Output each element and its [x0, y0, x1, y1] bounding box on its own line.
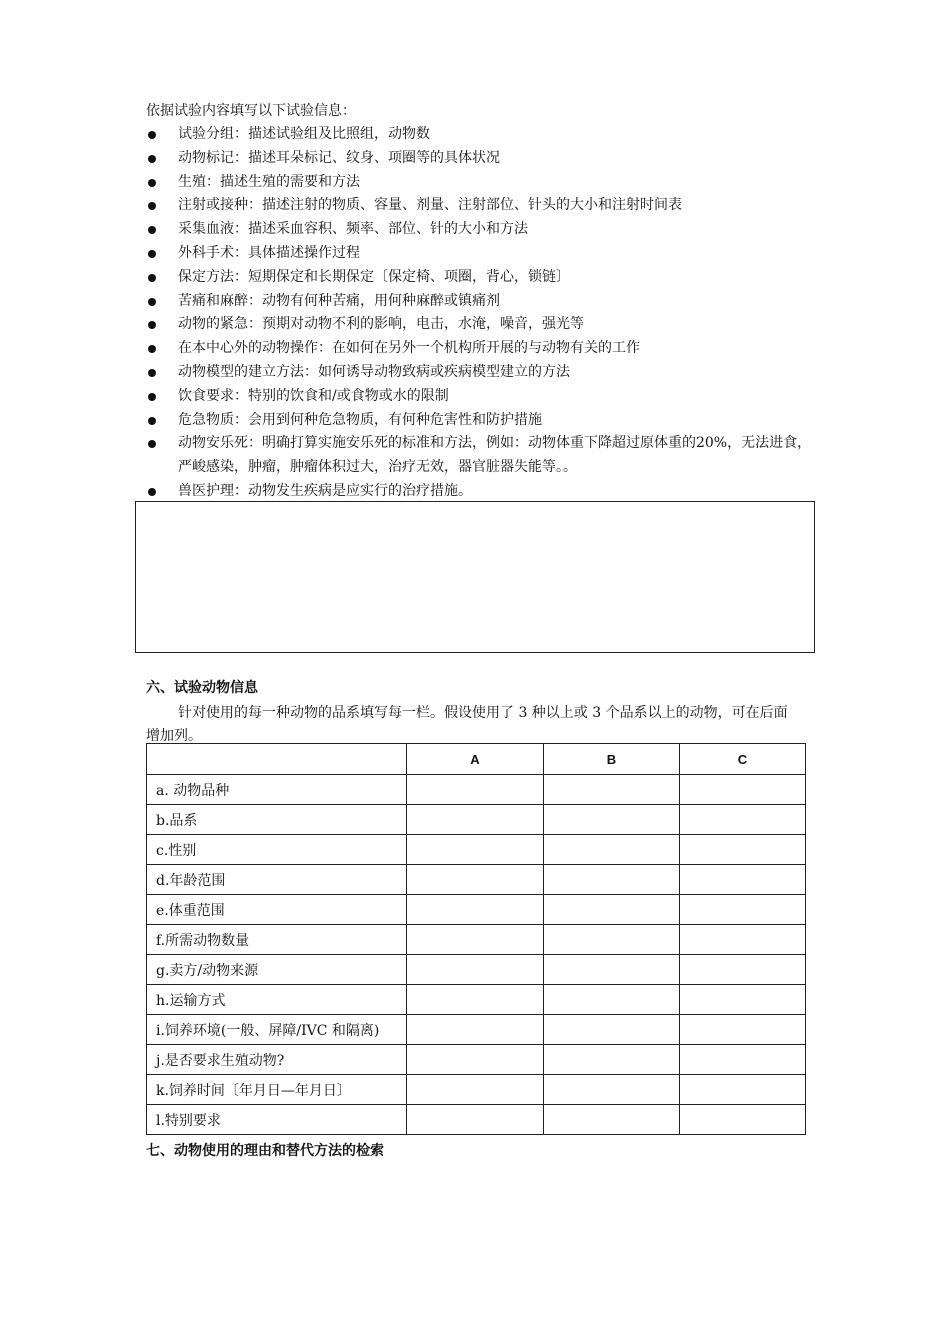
cell-b[interactable]	[544, 955, 680, 985]
cell-a[interactable]	[407, 775, 544, 805]
cell-b[interactable]	[544, 805, 680, 835]
cell-c[interactable]	[680, 865, 806, 895]
section6-note: 针对使用的每一种动物的品系填写每一栏。假设使用了 3 种以上或 3 个品系以上的动物，可在后面增加列。	[146, 705, 788, 744]
cell-b[interactable]	[544, 985, 680, 1015]
list-item-text: 试验分组：描述试验组及比照组，动物数	[178, 126, 430, 142]
list-item	[146, 409, 816, 433]
list-item	[146, 194, 816, 218]
table-row	[147, 775, 806, 805]
column-header-a: A	[407, 744, 544, 775]
animal-info-table	[146, 743, 806, 1135]
row-label: f.所需动物数量	[147, 925, 407, 955]
list-item-text: 苦痛和麻醉：动物有何种苦痛，用何种麻醉或镇痛剂	[178, 292, 500, 309]
list-item	[146, 290, 816, 314]
cell-b[interactable]	[544, 1045, 680, 1075]
row-label: j.是否要求生殖动物?	[147, 1045, 407, 1075]
list-item	[146, 385, 816, 409]
list-item-text: 动物模型的建立方法：如何诱导动物致病或疾病模型建立的方法	[178, 363, 570, 380]
cell-a[interactable]	[407, 955, 544, 985]
list-item	[146, 123, 816, 147]
bullet-icon	[148, 155, 156, 163]
bullet-icon	[148, 345, 156, 353]
bullet-icon	[148, 321, 156, 329]
list-item-text: 生殖：描述生殖的需要和方法	[178, 173, 360, 190]
table-row	[147, 835, 806, 865]
cell-c[interactable]	[680, 955, 806, 985]
list-item	[146, 242, 816, 266]
table-row	[147, 1105, 806, 1135]
list-item	[146, 266, 816, 290]
cell-b[interactable]	[544, 1015, 680, 1045]
cell-a[interactable]	[407, 835, 544, 865]
table-row	[147, 1075, 806, 1105]
bullet-icon	[148, 369, 156, 377]
list-item	[146, 313, 816, 337]
table-row	[147, 985, 806, 1015]
bullet-icon	[148, 250, 156, 258]
section6-title: 六、试验动物信息	[146, 680, 258, 696]
list-item-text: 饮食要求：特别的饮食和/或食物或水的限制	[178, 387, 449, 404]
list-item-text: 保定方法：短期保定和长期保定〔保定椅、项圈，背心，锁链〕	[178, 268, 570, 285]
cell-c[interactable]	[680, 1015, 806, 1045]
row-label: g.卖方/动物来源	[147, 955, 407, 985]
bullet-icon	[148, 393, 156, 401]
intro-text: 依据试验内容填写以下试验信息：	[146, 103, 356, 119]
bullet-icon	[148, 274, 156, 282]
cell-a[interactable]	[407, 1075, 544, 1105]
cell-c[interactable]	[680, 1045, 806, 1075]
list-item	[146, 432, 816, 480]
cell-a[interactable]	[407, 805, 544, 835]
table-header-row	[147, 744, 806, 775]
cell-a[interactable]	[407, 1105, 544, 1135]
cell-a[interactable]	[407, 1015, 544, 1045]
list-item-text: 采集血液：描述采血容积、频率、部位、针的大小和方法	[178, 221, 528, 238]
list-item-text: 兽医护理：动物发生疾病是应实行的治疗措施。	[178, 482, 472, 499]
list-item	[146, 171, 816, 195]
cell-c[interactable]	[680, 925, 806, 955]
list-item-text: 外科手术：具体描述操作过程	[178, 244, 360, 261]
bullet-icon	[148, 226, 156, 234]
list-item	[146, 218, 816, 242]
requirement-list	[146, 123, 816, 504]
table-row	[147, 925, 806, 955]
cell-b[interactable]	[544, 1105, 680, 1135]
table-row	[147, 1015, 806, 1045]
row-label: h.运输方式	[147, 985, 407, 1015]
cell-b[interactable]	[544, 835, 680, 865]
cell-c[interactable]	[680, 1075, 806, 1105]
bullet-icon	[148, 202, 156, 210]
cell-a[interactable]	[407, 895, 544, 925]
cell-c[interactable]	[680, 835, 806, 865]
answer-text-box[interactable]	[135, 501, 815, 653]
column-header-blank	[147, 744, 407, 775]
row-label: b.品系	[147, 805, 407, 835]
table-row	[147, 955, 806, 985]
row-label: c.性别	[147, 835, 407, 865]
cell-b[interactable]	[544, 775, 680, 805]
list-item-text: 动物标记：描述耳朵标记、纹身、项圈等的具体状况	[178, 149, 500, 166]
row-label: d.年龄范围	[147, 865, 407, 895]
bullet-icon	[148, 488, 156, 496]
section7-title: 七、动物使用的理由和替代方法的检索	[146, 1143, 384, 1159]
bullet-icon	[148, 131, 156, 139]
row-label: e.体重范围	[147, 895, 407, 925]
table-row	[147, 865, 806, 895]
cell-b[interactable]	[544, 1075, 680, 1105]
list-item-text: 注射或接种：描述注射的物质、容量、剂量、注射部位、针头的大小和注射时间表	[178, 197, 682, 214]
bullet-icon	[148, 298, 156, 306]
table-row	[147, 1045, 806, 1075]
cell-a[interactable]	[407, 865, 544, 895]
cell-c[interactable]	[680, 895, 806, 925]
cell-a[interactable]	[407, 1045, 544, 1075]
list-item-text: 危急物质：会用到何种危急物质，有何种危害性和防护措施	[178, 411, 542, 428]
bullet-icon	[148, 179, 156, 187]
cell-a[interactable]	[407, 985, 544, 1015]
column-header-c: C	[680, 744, 806, 775]
cell-b[interactable]	[544, 865, 680, 895]
row-label: l.特别要求	[147, 1105, 407, 1135]
bullet-icon	[148, 417, 156, 425]
row-label: i.饲养环境(一般、屏障/IVC 和隔离)	[147, 1015, 407, 1045]
cell-b[interactable]	[544, 895, 680, 925]
list-item	[146, 361, 816, 385]
cell-a[interactable]	[407, 925, 544, 955]
list-item-text: 动物的紧急：预期对动物不利的影响，电击，水淹，噪音，强光等	[178, 316, 584, 333]
list-item-text: 在本中心外的动物操作：在如何在另外一个机构所开展的与动物有关的工作	[178, 340, 640, 357]
cell-c[interactable]	[680, 985, 806, 1015]
table-row	[147, 805, 806, 835]
cell-c[interactable]	[680, 805, 806, 835]
row-label: k.饲养时间〔年月日—年月日〕	[147, 1075, 407, 1105]
bullet-icon	[148, 440, 156, 448]
row-label: a. 动物品种	[147, 775, 407, 805]
list-item-text: 动物安乐死：明确打算实施安乐死的标准和方法，例如：动物体重下降超过原体重的20%，无法进食，严峻感染，肿瘤，肿瘤体积过大，治疗无效，器官脏器失能等。。	[178, 435, 812, 476]
list-item	[146, 337, 816, 361]
table-row	[147, 895, 806, 925]
cell-c[interactable]	[680, 775, 806, 805]
cell-c[interactable]	[680, 1105, 806, 1135]
list-item	[146, 147, 816, 171]
cell-b[interactable]	[544, 925, 680, 955]
column-header-b: B	[544, 744, 680, 775]
